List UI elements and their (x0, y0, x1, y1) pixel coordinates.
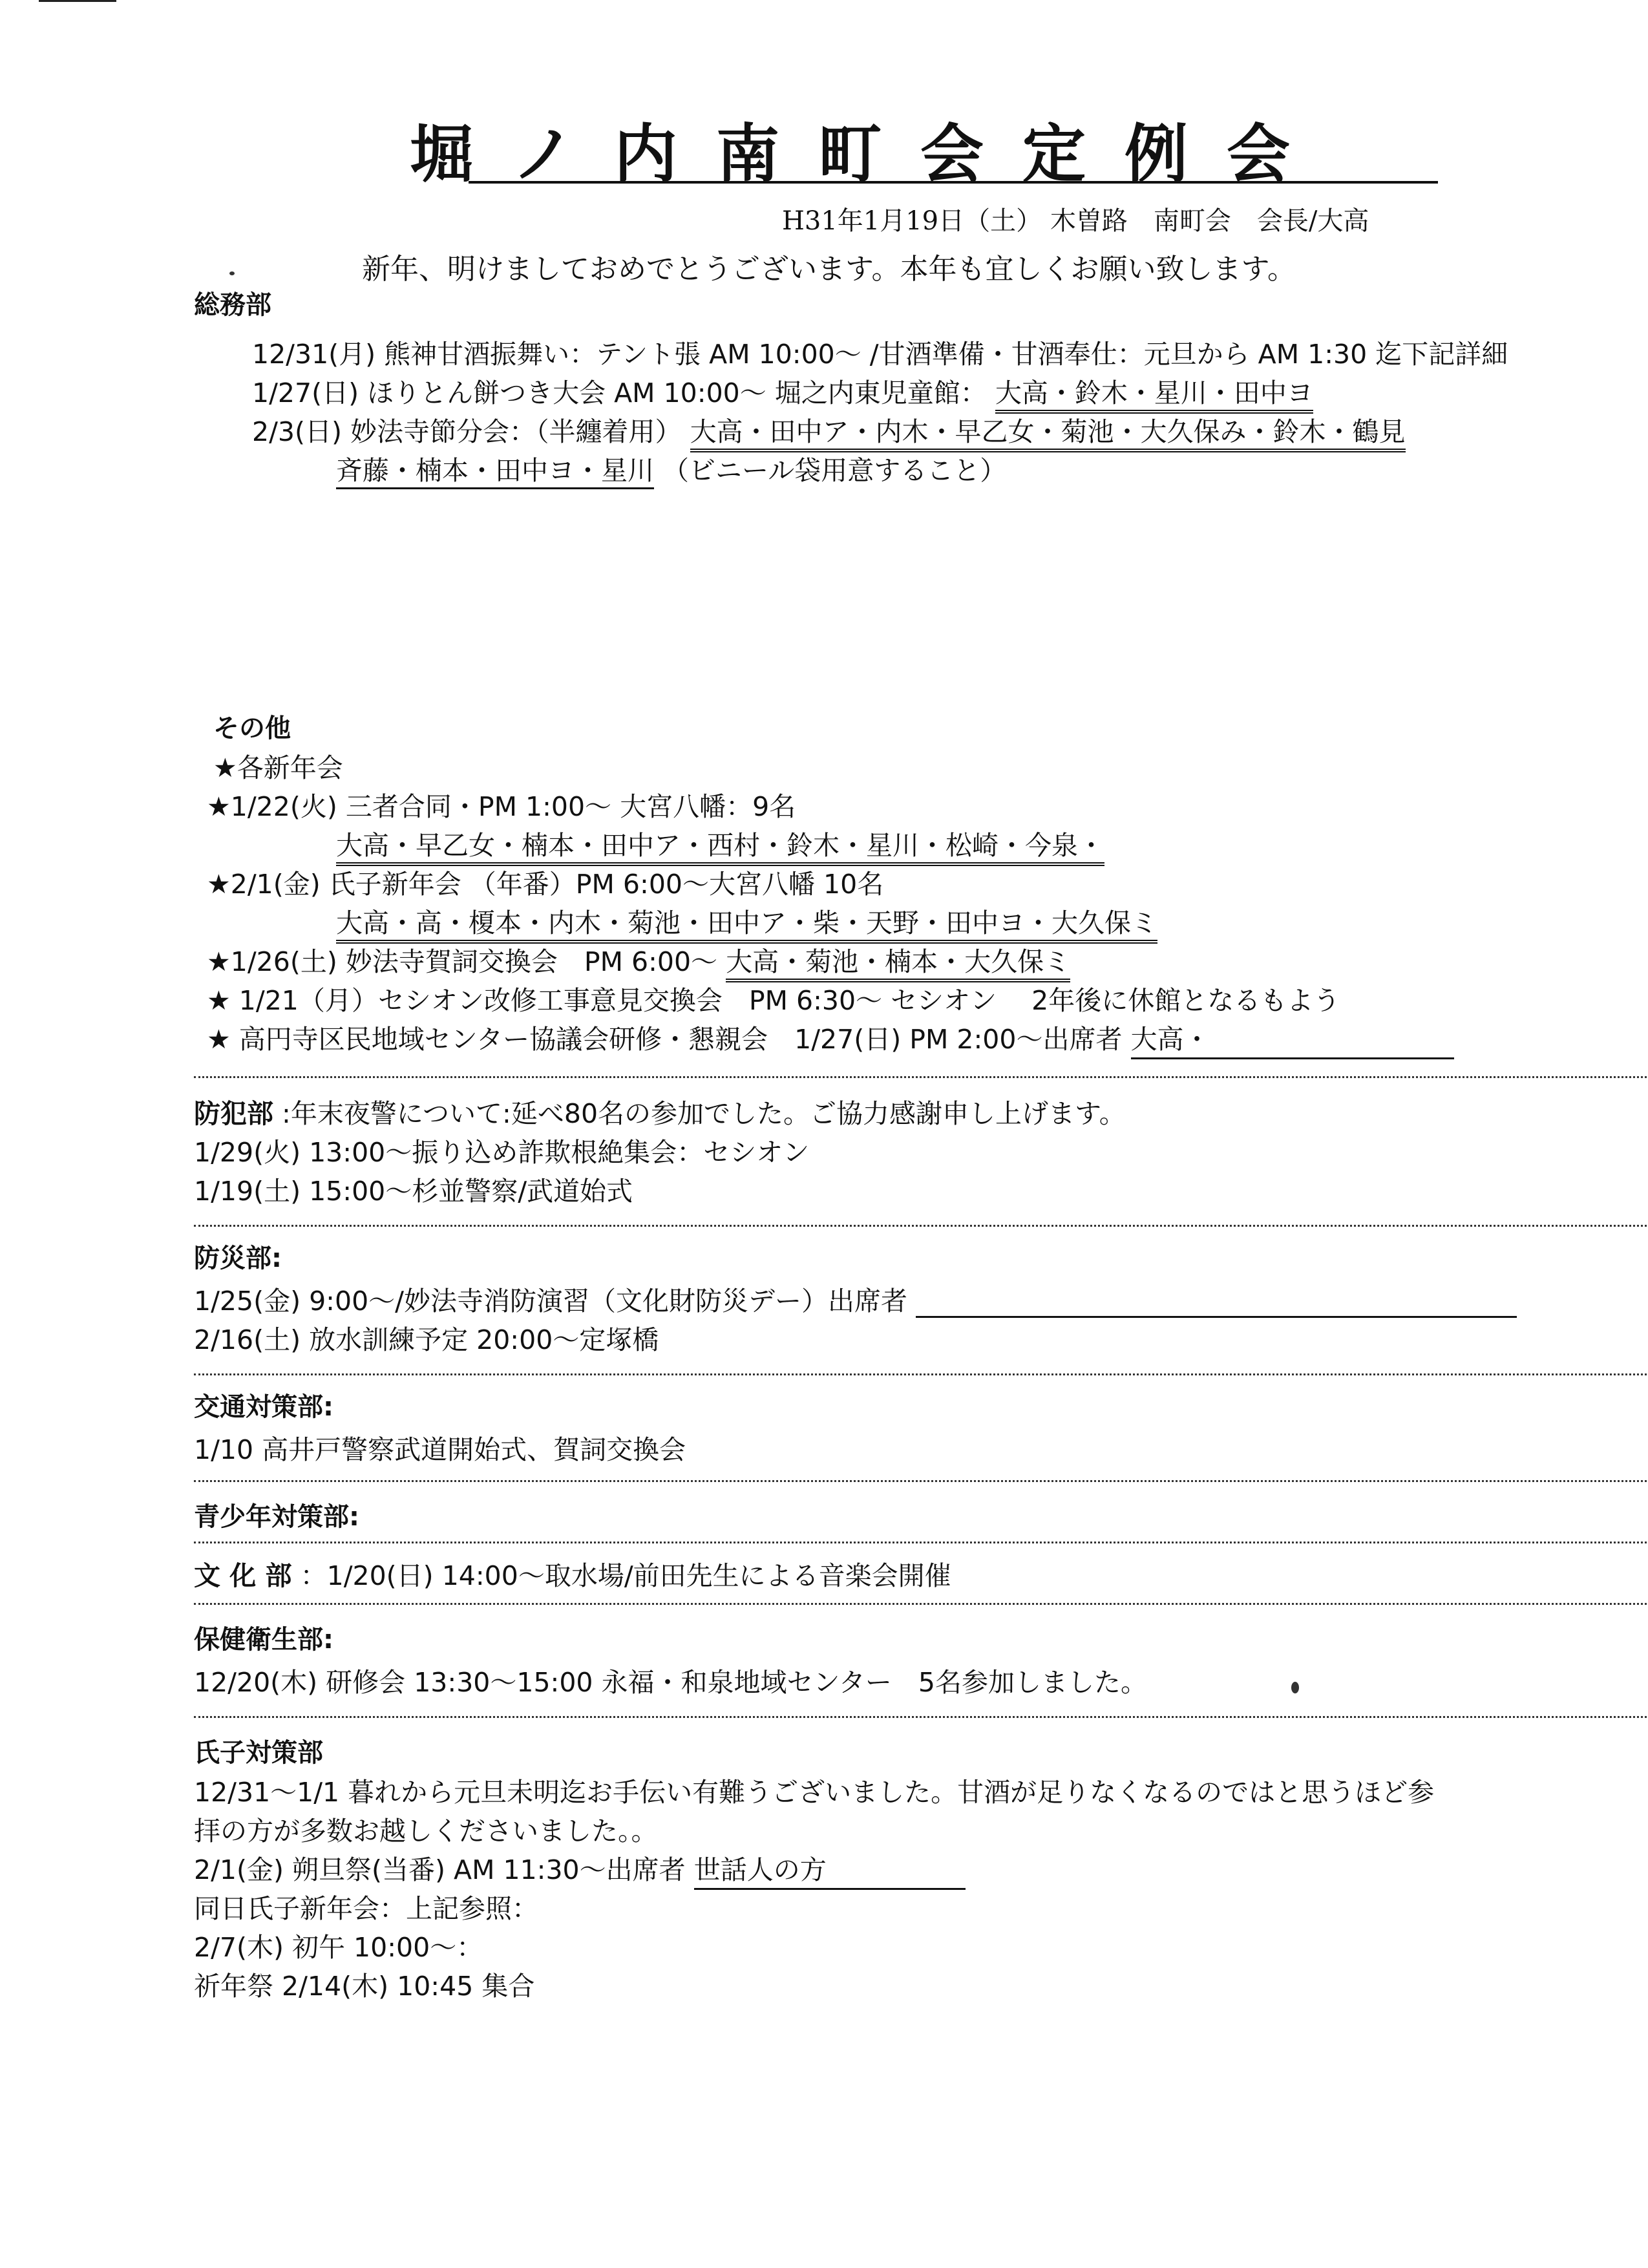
ujiko-line-2: 拝の方が多数お越しくださいました。。 (194, 1816, 658, 1847)
scan-speck (1291, 1682, 1299, 1693)
section-heading-koutsuu: 交通対策部: (194, 1392, 333, 1422)
title-underline (469, 181, 1438, 184)
new-year-greeting: 新年、明けましておめでとうございます。本年も宜しくお願い致します。 (362, 253, 1296, 286)
ujiko-line-3 (194, 1849, 966, 1890)
section-divider (194, 1480, 1648, 1482)
bousai-line-1-text: 1/25(金) 9:00～/妙法寺消防演習（文化財防災デー）出席者 (194, 1286, 907, 1317)
soumu-line-3-text: 2/3(日) 妙法寺節分会：（半纏着用） (252, 416, 682, 447)
section-heading-soumu: 総務部 (194, 290, 271, 320)
ujiko-line-3-text: 2/1(金) 朔旦祭(当番) AM 11:30～出席者 (194, 1854, 686, 1885)
bouhan-heading-line (194, 1092, 1126, 1130)
section-heading-bousai: 防災部: (194, 1244, 282, 1273)
soumu-line-3 (252, 410, 1406, 449)
sonota-line-5-names: 大高・高・榎本・内木・菊池・田中ア・柴・天野・田中ヨ・大久保ミ (336, 907, 1157, 944)
soumu-line-1: 12/31(月) 熊神甘酒振舞い：テント張 AM 10:00～ /甘酒準備・甘酒奉仕：元旦から AM 1:30 迄下記詳細 (252, 339, 1508, 370)
page-title: 堀ノ内南町会定例会 (409, 117, 1329, 191)
ujiko-line-3-attendees: 世話人の方 (694, 1849, 966, 1890)
attendee-blank (916, 1290, 1517, 1318)
sonota-line-6-text: ★1/26(土) 妙法寺賀詞交換会 PM 6:00～ (207, 946, 718, 977)
section-heading-bouhan: 防犯部 (194, 1098, 273, 1129)
ujiko-line-5: 2/7(木) 初午 10:00～： (194, 1932, 483, 1963)
soumu-line-4-note: （ビニール袋用意すること） (662, 455, 1007, 486)
soumu-line-2 (252, 372, 1313, 410)
section-divider (194, 1716, 1648, 1718)
sonota-line-3-names: 大高・早乙女・楠本・田中ア・西村・鈴木・星川・松崎・今泉・ (336, 830, 1104, 866)
sonota-line-8 (207, 1018, 1454, 1059)
section-divider (194, 1603, 1648, 1605)
soumu-line-2-names: 大高・鈴木・星川・田中ヨ (995, 377, 1313, 414)
section-divider (194, 1542, 1648, 1543)
sonota-line-3 (336, 824, 1104, 862)
sonota-line-2: ★1/22(火) 三者合同・PM 1:00～ 大宮八幡：9名 (207, 791, 796, 822)
sonota-line-6 (207, 940, 1070, 979)
soumu-line-4-names: 斉藤・楠本・田中ヨ・星川 (336, 455, 654, 489)
section-heading-hoken: 保健衛生部: (194, 1625, 333, 1655)
bouhan-line-2: 1/19(土) 15:00～杉並警察/武道始式 (194, 1176, 633, 1207)
hoken-line-1: 12/20(木) 研修会 13:30～15:00 永福・和泉地域センター 5名参加しました。 (194, 1667, 1147, 1698)
soumu-line-4 (336, 449, 1006, 487)
sonota-line-8-text: ★ 高円寺区民地域センター協議会研修・懇親会 1/27(日) PM 2:00～出席者 (207, 1024, 1123, 1055)
bouhan-summary: :年末夜警について:延べ80名の参加でした。ご協力感謝申し上げます。 (282, 1098, 1126, 1129)
bunka-line-1: ：1/20(日) 14:00～取水場/前田先生による音楽会開催 (300, 1560, 951, 1591)
bouhan-line-1: 1/29(火) 13:00～振り込め詐欺根絶集会：セシオン (194, 1137, 810, 1168)
koutsuu-line-1: 1/10 高井戸警察武道開始式、賀詞交換会 (194, 1434, 686, 1465)
sonota-line-7: ★ 1/21（月）セシオン改修工事意見交換会 PM 6:30～ セシオン 2年後に休館となるもよう (207, 985, 1340, 1016)
soumu-line-2-text: 1/27(日) ほりとん餅つき大会 AM 10:00～ 堀之内東児童館： (252, 377, 987, 408)
bunka-line (194, 1554, 951, 1593)
sonota-line-4: ★2/1(金) 氏子新年会 （年番）PM 6:00～大宮八幡 10名 (207, 869, 884, 900)
section-heading-ujiko: 氏子対策部 (194, 1738, 323, 1768)
sonota-line-5 (336, 902, 1157, 940)
scan-speck (229, 271, 235, 275)
bousai-line-1 (194, 1280, 1517, 1318)
section-heading-seishounen: 青少年対策部: (194, 1502, 359, 1532)
bousai-line-2: 2/16(土) 放水訓練予定 20:00～定塚橋 (194, 1324, 659, 1355)
top-left-scan-mark (39, 0, 116, 2)
section-heading-bunka: 文 化 部 (194, 1560, 292, 1591)
sonota-line-6-names: 大高・菊池・楠本・大久保ミ (726, 946, 1070, 982)
ujiko-line-1: 12/31～1/1 暮れから元旦未明迄お手伝い有難うございました。甘酒が足りなくなるのではと思うほど参 (194, 1777, 1435, 1808)
section-divider (194, 1225, 1648, 1227)
meeting-info: H31年1月19日（土） 木曽路 南町会 会長/大高 (782, 206, 1369, 236)
sonota-line-8-attendees: 大高・ (1131, 1018, 1454, 1059)
section-divider (194, 1076, 1648, 1078)
section-heading-sonota: その他 (213, 714, 291, 743)
soumu-line-3-names: 大高・田中ア・内木・早乙女・菊池・大久保み・鈴木・鶴見 (690, 416, 1406, 452)
ujiko-line-4: 同日氏子新年会：上記参照： (194, 1893, 538, 1924)
sonota-line-1: ★各新年会 (213, 752, 343, 783)
ujiko-line-6: 祈年祭 2/14(木) 10:45 集合 (194, 1971, 535, 2002)
section-divider (194, 1373, 1648, 1375)
